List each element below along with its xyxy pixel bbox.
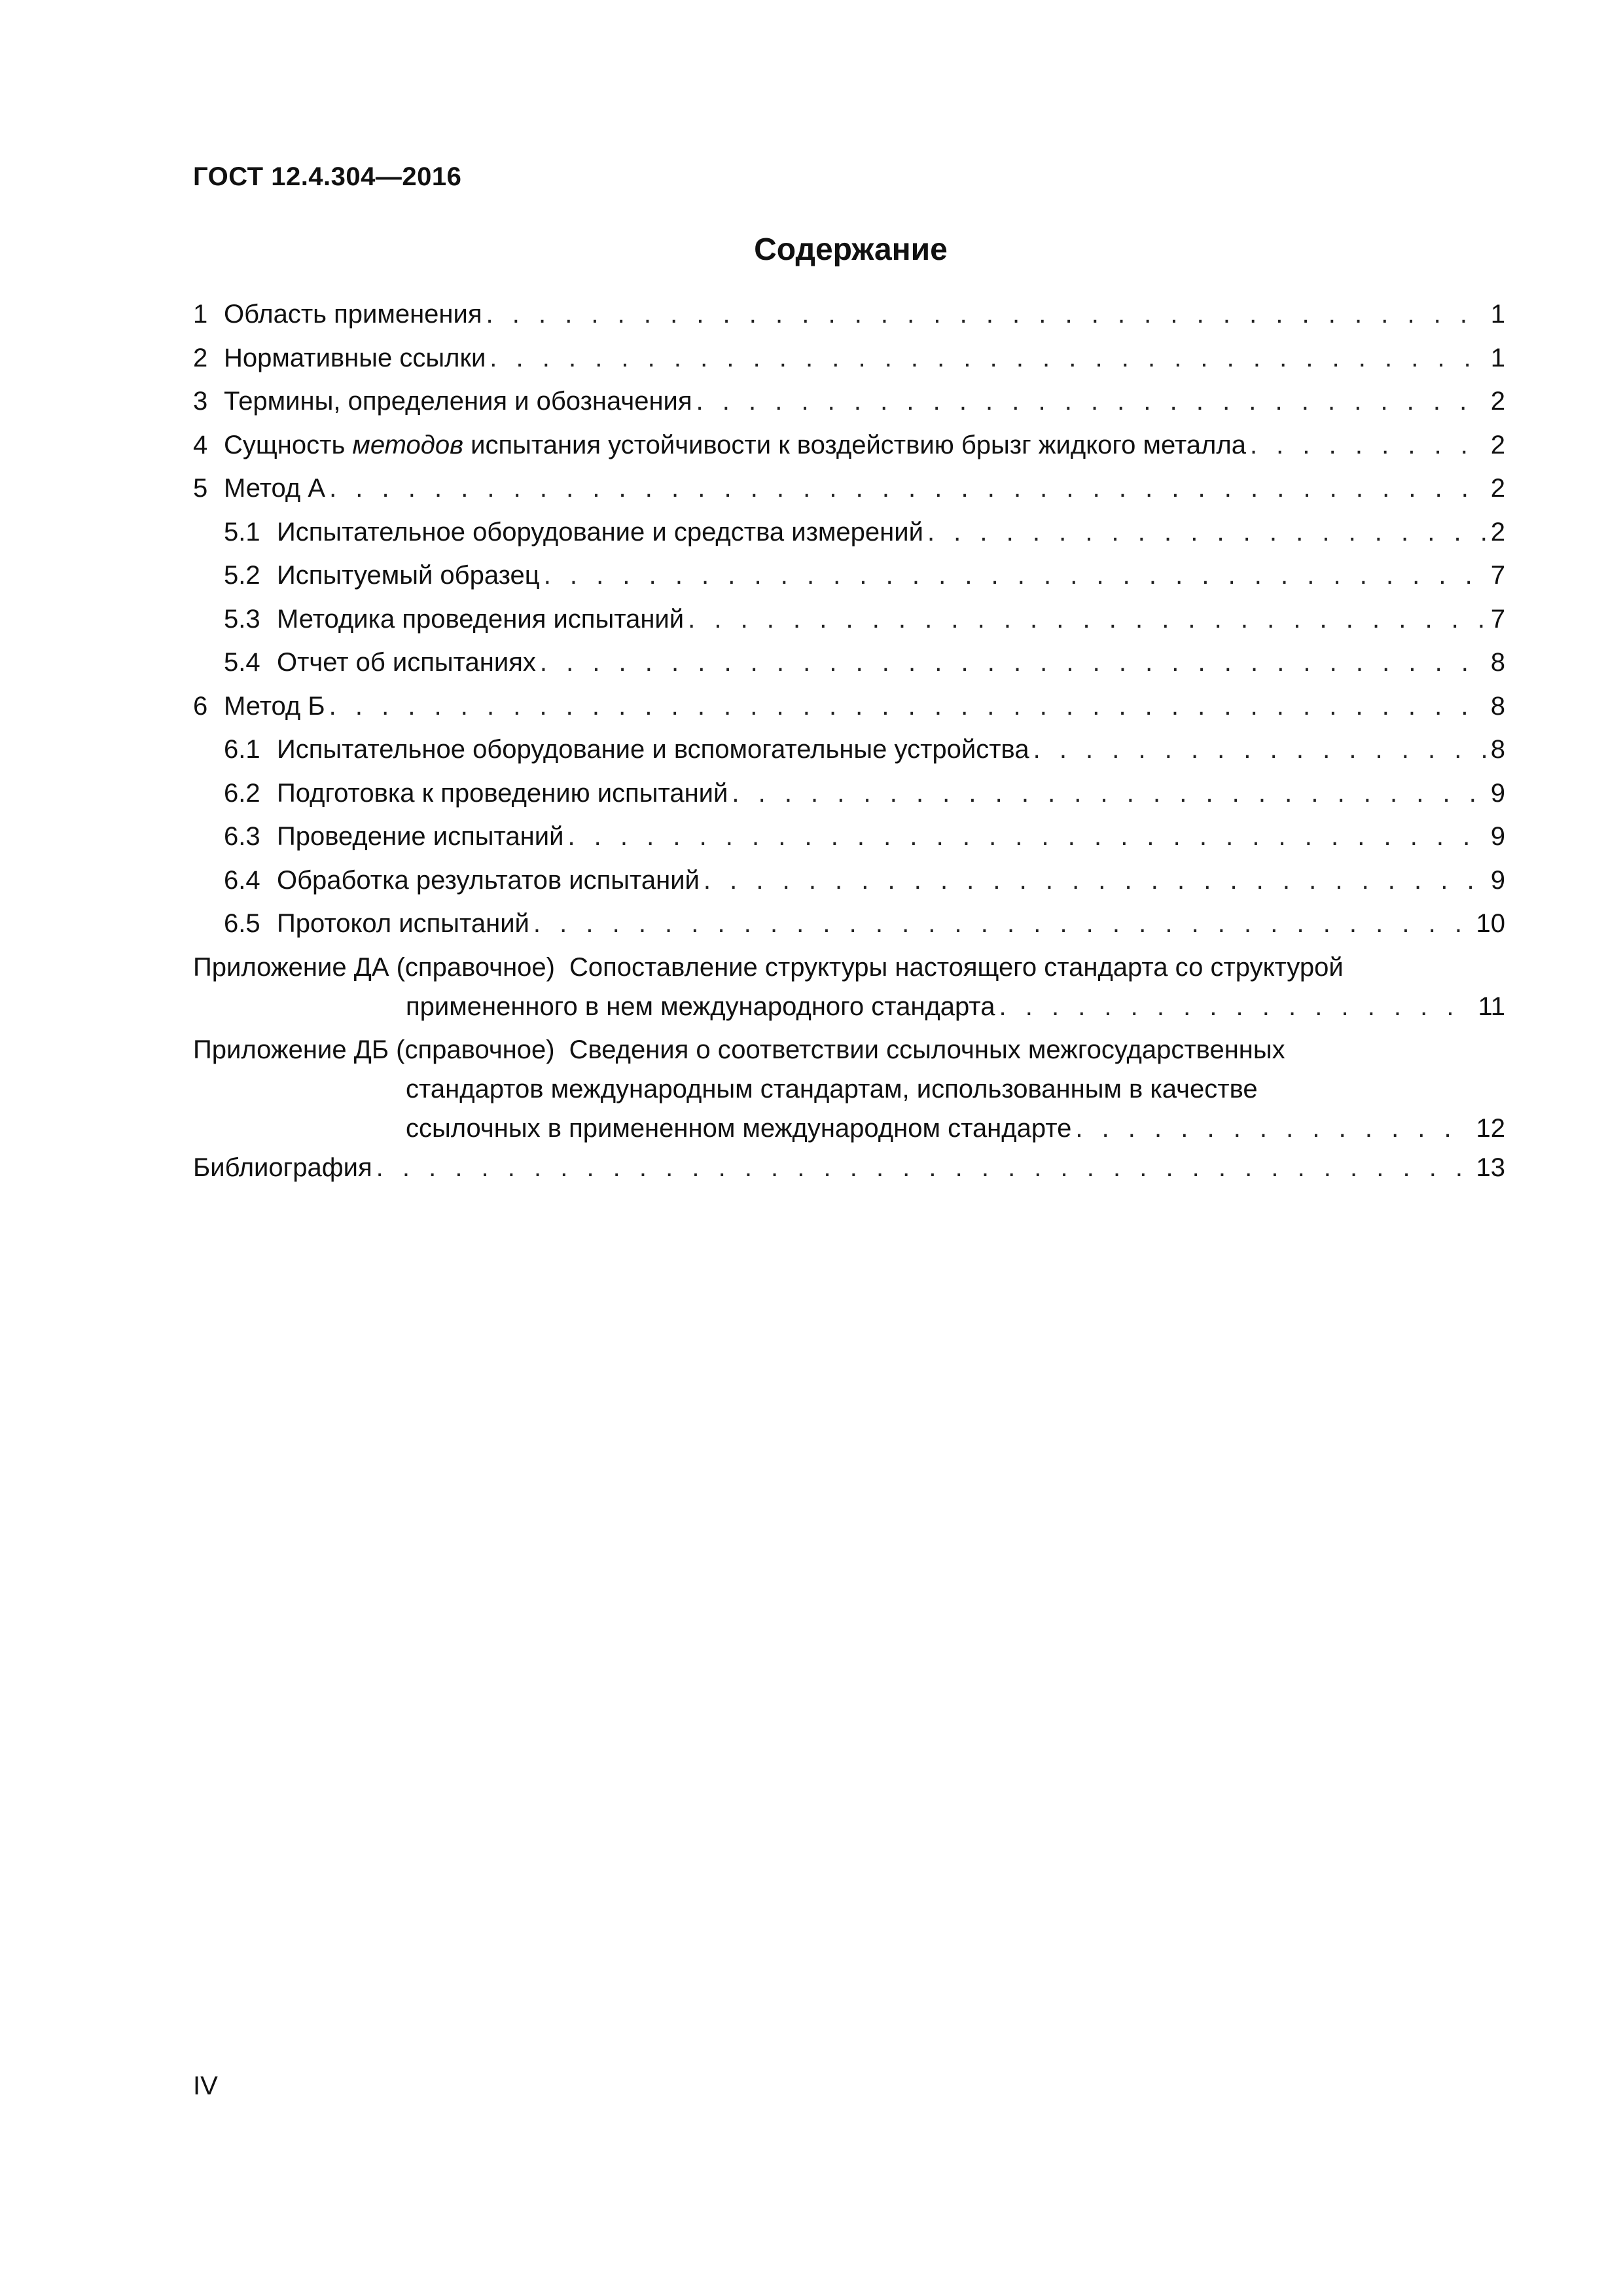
toc-entry-number: 4 xyxy=(193,430,208,459)
dot-leader xyxy=(329,474,1486,503)
toc-entry-page: 2 xyxy=(1490,517,1505,547)
page-number: IV xyxy=(193,2072,218,2100)
dot-leader xyxy=(544,561,1486,590)
toc-entry-title xyxy=(224,431,1246,460)
toc-entry-number: 5.4 xyxy=(224,648,260,677)
dot-leader xyxy=(533,909,1472,939)
dot-leader xyxy=(696,387,1486,416)
toc-entry-page: 1 xyxy=(1490,300,1505,329)
toc-entry-title: Метод Б xyxy=(224,691,325,721)
toc-entry-number: 5.2 xyxy=(224,561,260,590)
toc-entry-title: Обработка результатов испытаний xyxy=(277,865,700,895)
toc-entry-page: 8 xyxy=(1490,735,1505,764)
toc-entry-page: 7 xyxy=(1490,604,1505,634)
toc-entry-5-1[interactable] xyxy=(193,518,1505,562)
toc-entry-page: 9 xyxy=(1490,865,1505,895)
toc-entry-title: Библиография xyxy=(193,1153,372,1182)
toc-entry-6-5[interactable] xyxy=(193,909,1505,953)
toc-entry-page: 9 xyxy=(1490,778,1505,808)
toc-entry-title: Подготовка к проведению испытаний xyxy=(277,778,728,808)
annex-title-line-2: примененного в нем международного стандарта xyxy=(406,992,995,1021)
toc-entry-page: 8 xyxy=(1490,648,1505,677)
dot-leader xyxy=(490,344,1486,373)
annex-title-line-1: Сопоставление структуры настоящего стандарта со структурой xyxy=(569,952,1344,982)
dot-leader xyxy=(999,992,1474,1022)
dot-leader xyxy=(1033,735,1486,764)
toc-entry-page: 10 xyxy=(1476,909,1505,938)
toc-entry-title: Испытательное оборудование и средства измерений xyxy=(277,517,923,547)
toc-entry-number: 6.2 xyxy=(224,778,260,808)
dot-leader xyxy=(567,822,1486,852)
dot-leader xyxy=(376,1153,1472,1183)
toc-entry-page: 8 xyxy=(1490,691,1505,721)
dot-leader xyxy=(704,866,1486,895)
dot-leader xyxy=(1075,1114,1472,1143)
toc-entry-2[interactable] xyxy=(193,344,1505,387)
toc-entry-title: Метод А xyxy=(224,474,326,503)
toc-entry-number: 5.1 xyxy=(224,517,260,547)
toc-entry-page: 12 xyxy=(1476,1113,1505,1143)
toc-entry-5[interactable] xyxy=(193,474,1505,518)
toc-entry-6-3[interactable] xyxy=(193,822,1505,866)
toc-entry-4[interactable] xyxy=(193,431,1505,475)
toc-entry-6-2[interactable] xyxy=(193,779,1505,823)
dot-leader xyxy=(688,605,1486,634)
toc-entry-title: Методика проведения испытаний xyxy=(277,604,685,634)
toc-entry-page: 2 xyxy=(1490,387,1505,416)
toc-entry-5-3[interactable] xyxy=(193,605,1505,649)
toc-entry-number: 6.3 xyxy=(224,822,260,851)
toc-entry-number: 1 xyxy=(193,300,208,329)
table-of-contents xyxy=(193,300,1505,1196)
toc-entry-page: 2 xyxy=(1490,474,1505,503)
toc-entry-title: Испытуемый образец xyxy=(277,561,540,590)
toc-entry-5-4[interactable] xyxy=(193,648,1505,692)
toc-entry-page: 7 xyxy=(1490,561,1505,590)
title-part-italic: методов xyxy=(352,430,463,459)
toc-entry-title: Протокол испытаний xyxy=(277,909,529,938)
toc-entry-6[interactable] xyxy=(193,692,1505,736)
toc-entry-page: 11 xyxy=(1478,992,1505,1021)
toc-entry-number: 6 xyxy=(193,691,208,721)
toc-entry-page: 2 xyxy=(1490,430,1505,459)
toc-entry-title: Термины, определения и обозначения xyxy=(224,387,692,416)
toc-title: Содержание xyxy=(754,232,948,267)
toc-entry-page: 9 xyxy=(1490,822,1505,851)
dot-leader xyxy=(927,518,1486,547)
title-part-after: испытания устойчивости к воздействию брызг жидкого металла xyxy=(463,430,1246,459)
toc-entry-number: 2 xyxy=(193,343,208,372)
toc-entry-title: Проведение испытаний xyxy=(277,822,564,851)
toc-annex-da[interactable] xyxy=(193,953,1505,1031)
toc-entry-title: Область применения xyxy=(224,300,482,329)
dot-leader xyxy=(540,648,1486,677)
toc-entry-page: 13 xyxy=(1476,1153,1505,1182)
annex-title-line-1: Сведения о соответствии ссылочных межгосударственных xyxy=(569,1035,1285,1064)
toc-entry-1[interactable] xyxy=(193,300,1505,344)
toc-entry-page: 1 xyxy=(1490,343,1505,372)
toc-entry-title: Испытательное оборудование и вспомогательные устройства xyxy=(277,735,1029,764)
toc-entry-number: 6.1 xyxy=(224,735,260,764)
annex-title-line-2: стандартов международным стандартам, использованным в качестве xyxy=(406,1074,1258,1103)
dot-leader xyxy=(329,692,1486,721)
toc-entry-title: Нормативные ссылки xyxy=(224,343,486,372)
annex-label: Приложение ДБ (справочное) xyxy=(193,1035,555,1064)
toc-entry-6-4[interactable] xyxy=(193,866,1505,910)
toc-entry-bibliography[interactable] xyxy=(193,1153,1505,1197)
toc-entry-6-1[interactable] xyxy=(193,735,1505,779)
dot-leader xyxy=(732,779,1486,808)
dot-leader xyxy=(1250,431,1486,460)
toc-entry-3[interactable] xyxy=(193,387,1505,431)
toc-entry-number: 6.4 xyxy=(224,865,260,895)
toc-entry-number: 5.3 xyxy=(224,604,260,634)
toc-entry-number: 5 xyxy=(193,474,208,503)
annex-label: Приложение ДА (справочное) xyxy=(193,952,555,982)
toc-entry-number: 6.5 xyxy=(224,909,260,938)
dot-leader xyxy=(486,300,1486,329)
toc-entry-5-2[interactable] xyxy=(193,561,1505,605)
toc-annex-db[interactable] xyxy=(193,1035,1505,1153)
toc-entry-title: Отчет об испытаниях xyxy=(277,648,536,677)
toc-entry-number: 3 xyxy=(193,387,208,416)
document-header: ГОСТ 12.4.304—2016 xyxy=(193,162,462,191)
title-part-before: Сущность xyxy=(224,430,353,459)
annex-title-line-3: ссылочных в примененном международном стандарте xyxy=(406,1113,1072,1143)
